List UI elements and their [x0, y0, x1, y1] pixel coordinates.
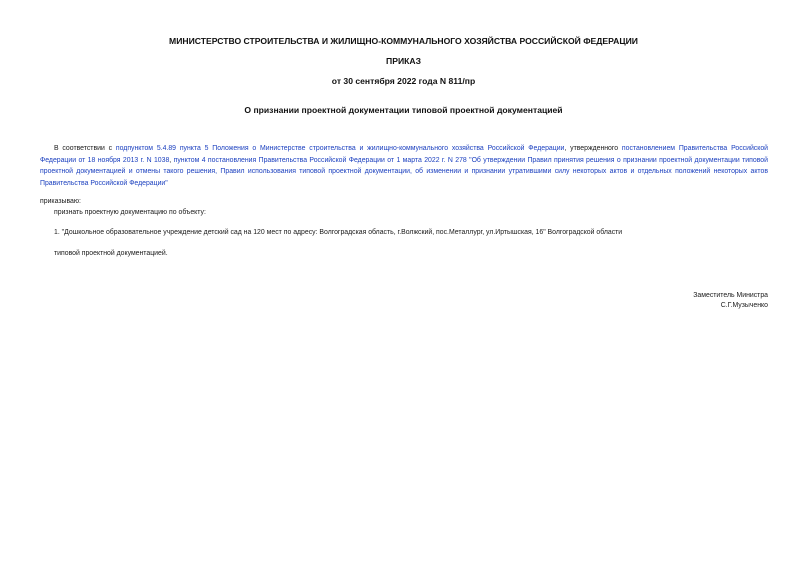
link-regulation-clause[interactable]: подпунктом 5.4.89 пункта 5 Положения о Министерстве строительства и жилищно-коммунального хозяйства Российской Федерации — [115, 145, 565, 152]
order-conclusion: типовой проектной документацией. — [54, 250, 168, 257]
preamble-text-2: , утвержденного — [564, 145, 622, 152]
preamble-text-1: В соответствии с — [54, 145, 116, 152]
document-subject: О признании проектной документации типовой проектной документацией — [244, 105, 563, 115]
link-government-decree-1038[interactable]: постановлением Правительства Российской Федерации от 18 ноября 2013 г. N 1038 — [40, 145, 769, 164]
project-item-1: 1. "Дошкольное образовательное учреждение детский сад на 120 мест по адресу: Волгоградская область, г.Волжский, пос.Металлург, ул.Иртышская, 16" Волгоградской области — [54, 229, 623, 236]
link-government-decree-278[interactable]: пунктом 4 постановления Правительства Российской Федерации от 1 марта 2022 г. N 278 "Об утверждении Правил принятия решения о признании проектной документации типовой проектной документацией и отмены такого решения, Правил использования типовой проектной документации, об изменении и признании утратившими силу некоторых актов и отдельных положений некоторых актов Правительства Российской Федерации" — [40, 156, 768, 187]
document-type: ПРИКАЗ — [386, 56, 421, 66]
order-statement: признать проектную документацию по объекту: — [54, 209, 206, 216]
signatory-name: С.Г.Музыченко — [720, 302, 768, 309]
order-verb: приказываю: — [40, 198, 81, 205]
signatory-position: Заместитель Министра — [693, 292, 768, 299]
signature-block — [693, 291, 768, 311]
preamble-paragraph — [40, 143, 768, 189]
ministry-title: МИНИСТЕРСТВО СТРОИТЕЛЬСТВА И ЖИЛИЩНО-КОММУНАЛЬНОГО ХОЗЯЙСТВА РОССИЙСКОЙ ФЕДЕРАЦИИ — [169, 36, 638, 46]
document-date-number: от 30 сентября 2022 года N 811/пр — [331, 76, 476, 86]
preamble-text-3: , — [169, 156, 174, 164]
